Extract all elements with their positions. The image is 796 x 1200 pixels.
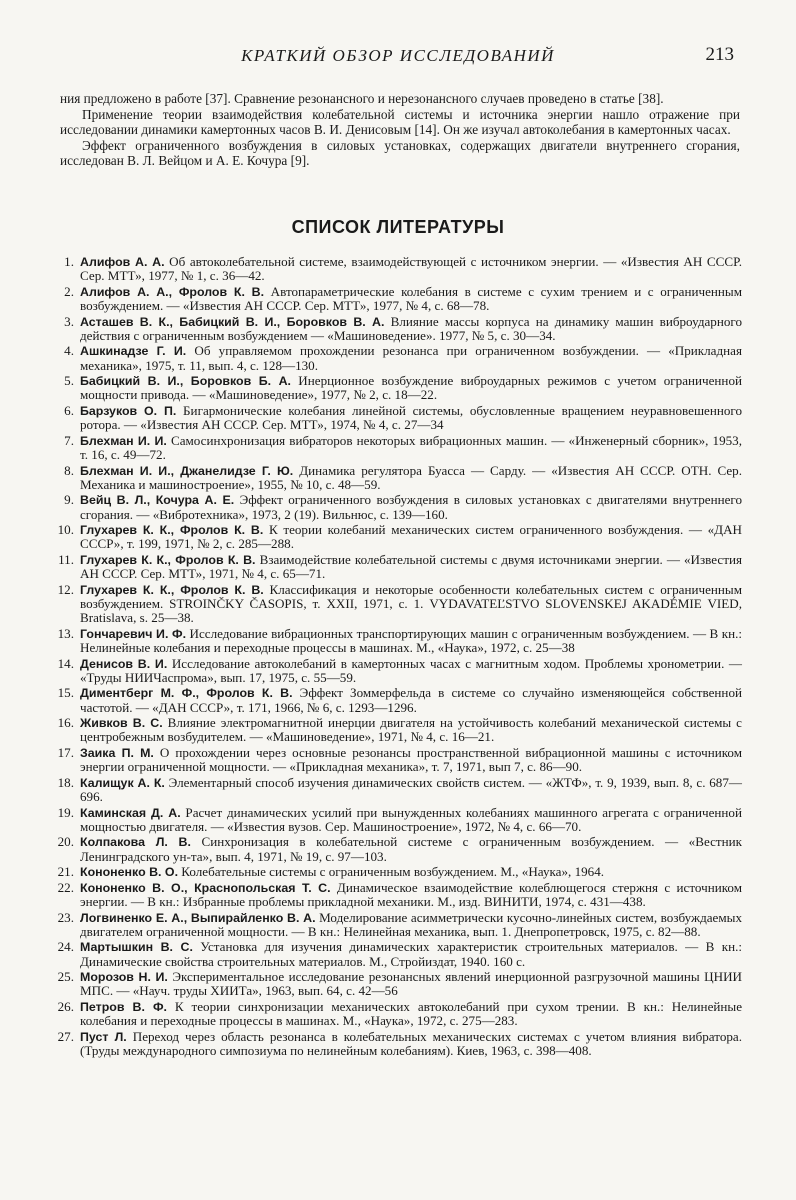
reference-number: 14. (57, 655, 74, 671)
reference-authors: Кононенко В. О. (80, 865, 179, 880)
reference-item (50, 865, 742, 879)
reference-authors: Кононенко В. О., Краснопольская Т. С. (80, 880, 331, 895)
reference-item (50, 716, 742, 744)
reference-text: К теории колебаний механических систем ограниченного возбуждения. — «ДАН СССР», т. 199, 1971, № 2, с. 285—288. (80, 522, 743, 552)
reference-number: 15. (57, 685, 74, 701)
reference-authors: Барзуков О. П. (80, 403, 177, 418)
reference-item (50, 583, 742, 626)
reference-item (50, 315, 742, 343)
reference-item (50, 657, 742, 685)
reference-number: 5. (64, 373, 74, 389)
reference-authors: Пуст Л. (80, 1029, 127, 1044)
reference-text: Об автоколебательной системе, взаимодействующей с источником энергии. — «Известия АН СССР. Сер. МТТ», 1977, № 1, с. 36—42. (80, 254, 743, 284)
reference-number: 25. (57, 969, 74, 985)
reference-list (50, 255, 742, 1060)
page-header (60, 46, 736, 70)
page-number: 213 (705, 44, 734, 65)
reference-number: 26. (57, 998, 74, 1014)
reference-number: 4. (64, 343, 74, 359)
reference-item (50, 464, 742, 492)
reference-number: 10. (57, 522, 74, 538)
reference-text: Расчет динамических усилий при вынужденных колебаниях машинного агрегата с ограниченной мощностью двигателя. — «Известия вузов. Сер. Машиностроение», 1972, № 4, с. 66—70. (80, 804, 742, 834)
reference-text: Элементарный способ изучения динамических свойств систем. — «ЖТФ», т. 9, 1939, вып. 8, с. 687—696. (80, 774, 742, 804)
reference-number: 3. (64, 313, 74, 329)
reference-authors: Морозов Н. И. (80, 970, 168, 985)
intro-paragraph: Эффект ограниченного возбуждения в силовых установках, содержащих двигатели внутреннего сгорания, исследован В. Л. Вейцом и А. Е. Кочура [9]. (60, 137, 740, 169)
reference-number: 11. (58, 551, 74, 567)
running-title: КРАТКИЙ ОБЗОР ИССЛЕДОВАНИЙ (241, 46, 555, 65)
reference-text: Автопараметрические колебания в системе с сухим трением и с ограниченным возбуждением. — «Известия АН СССР. Сер. МТТ», 1977, № 4, с. 68—78. (80, 283, 742, 313)
reference-item (50, 940, 742, 968)
reference-authors: Вейц В. Л., Кочура А. Е. (80, 493, 235, 508)
reference-text: К теории синхронизации механических автоколебаний при сухом трении. В кн.: Нелинейные колебания и переходные процессы в машинах. М., «Наука», 1972, с. 275—283. (80, 998, 742, 1029)
reference-text: Влияние электромагнитной инерции двигателя на устойчивость колебаний механической системы с центробежным возбудителем. — «Машиноведение», 1971, № 4, с. 16—21. (80, 715, 742, 745)
reference-text: Взаимодействие колебательной системы с двумя источниками энергии. — «Известия АН СССР. Сер. МТТ», 1971, № 4, с. 65—71. (80, 551, 742, 582)
reference-number: 13. (57, 625, 74, 641)
reference-authors: Диментберг М. Ф., Фролов К. В. (80, 686, 293, 701)
intro-paragraph: Применение теории взаимодействия колебательной системы и источника энергии нашло отражение при исследовании динамики камертонных часов В. И. Денисовым [14]. Он же изучал автоколебания в камертонных часах. (60, 106, 740, 138)
reference-authors: Блехман И. И. (80, 433, 167, 448)
reference-number: 17. (57, 744, 74, 760)
reference-item (50, 970, 742, 998)
reference-number: 9. (64, 492, 74, 508)
reference-authors: Глухарев К. К., Фролов К. В. (80, 552, 256, 567)
reference-text: Об управляемом прохождении резонанса при ограниченном возбуждении. — «Прикладная механика», 1975, т. 11, вып. 4, с. 128—130. (80, 343, 742, 373)
reference-item (50, 404, 742, 432)
reference-number: 6. (64, 402, 74, 418)
reference-number: 19. (57, 804, 74, 820)
reference-item (50, 835, 742, 863)
reference-item (50, 686, 742, 714)
reference-text: Инерционное возбуждение виброударных режимов с учетом ограниченной мощности привода. — «Машиноведение», 1977, № 2, с. 18—22. (80, 373, 742, 403)
reference-text: Динамическое взаимодействие колеблющегося стержня с источником энергии. — В кн.: Избранные проблемы прикладной механики. М., изд. ВИНИТИ, 1974, с. 431—438. (80, 879, 742, 909)
reference-authors: Бабицкий В. И., Боровков Б. А. (80, 374, 291, 389)
reference-authors: Каминская Д. А. (80, 805, 181, 820)
reference-text: Исследование вибрационных транспортирующих машин с ограниченным возбуждением. — В кн.: Нелинейные колебания и переходные процессы в машинах. М., «Наука», 1972, с. 25—38 (80, 625, 743, 655)
reference-authors: Ашкинадзе Г. И. (80, 344, 187, 359)
reference-authors: Заика П. М. (80, 745, 154, 760)
reference-number: 1. (64, 254, 74, 269)
reference-authors: Алифов А. А., Фролов К. В. (80, 284, 265, 299)
reference-number: 21. (57, 864, 74, 880)
reference-number: 7. (64, 432, 74, 448)
reference-authors: Глухарев К. К., Фролов К. В. (80, 523, 264, 538)
reference-authors: Глухарев К. К., Фролов К. В. (80, 582, 264, 597)
reference-item (50, 1030, 742, 1058)
reference-text: Самосинхронизация вибраторов некоторых вибрационных машин. — «Инженерный сборник», 1953, т. 16, с. 49—72. (80, 432, 742, 462)
reference-authors: Логвиненко Е. А., Выпирайленко В. А. (80, 910, 316, 925)
reference-number: 20. (57, 834, 74, 850)
reference-item (50, 627, 742, 655)
reference-authors: Денисов В. И. (80, 656, 168, 671)
reference-item (50, 806, 742, 834)
reference-text: Исследование автоколебаний в камертонных часах с магнитным ходом. Проблемы хронометрии. — «Труды НИИЧаспрома», вып. 17, 1975, с. 55—59. (80, 655, 743, 685)
intro-text (60, 91, 740, 169)
reference-authors: Мартышкин В. С. (80, 940, 193, 955)
reference-authors: Калищук А. К. (80, 775, 165, 790)
reference-authors: Колпакова Л. В. (80, 835, 191, 850)
reference-number: 18. (57, 774, 74, 790)
reference-number: 22. (57, 879, 74, 895)
reference-text: Динамика регулятора Буасса — Сарду. — «Известия АН СССР. ОТН. Сер. Механика и машиностроение», 1955, № 10, с. 48—59. (80, 462, 742, 492)
reference-text: Эффект Зоммерфельда в системе со случайно изменяющейся собственной частотой. — «ДАН СССР», т. 171, 1966, № 6, с. 1293—1296. (80, 685, 742, 715)
reference-text: Классификация и некоторые особенности колебательных систем с ограниченным возбуждением. STROINČKY ČASOPIS, т. XXII, 1971, с. 1. VYDAVATEĽSTVO SLOVENSKEJ AKADÉMIE VIED, Bratislava, s. 25—38. (80, 581, 743, 626)
reference-text: Переход через область резонанса в колебательных механических системах с учетом влияния вибратора. (Труды международного симпозиума по нелинейным колебаниям). Киев, 1963, с. 398—408. (80, 1028, 742, 1058)
intro-paragraph: ния предложено в работе [37]. Сравнение резонансного и нерезонансного случаев проведено в статье [38]. (60, 91, 664, 106)
reference-number: 27. (57, 1028, 74, 1044)
reference-text: Колебательные системы с ограниченным возбуждением. М., «Наука», 1964. (178, 864, 605, 880)
reference-text: Моделирование асимметрически кусочно-линейных систем, возбуждаемых двигателем ограниченной мощности. — В кн.: Нелинейная механика, вып. 1. Днепропетровск, 1975, с. 82—88. (80, 909, 742, 939)
reference-number: 24. (57, 939, 74, 955)
reference-authors: Асташев В. К., Бабицкий В. И., Боровков В. А. (80, 314, 385, 329)
reference-text: Установка для изучения динамических характеристик строительных материалов. — В кн.: Динамические свойства строительных материалов. М., Стройиздат, 1940. 160 с. (80, 939, 742, 969)
reference-text: Экспериментальное исследование резонансных явлений инерционной разгрузочной машины ЦНИИ МПС. — «Науч. труды ХИИТа», 1963, вып. 64, с. 42—56 (80, 969, 742, 999)
reference-text: Влияние массы корпуса на динамику машин виброударного действия с ограниченным возбуждением — «Машиноведение». 1977, № 5, с. 30—34. (80, 313, 742, 343)
reference-text: Синхронизация в колебательной системе с ограниченным возбуждением. — «Вестник Ленинградского ун-та», вып. 4, 1971, № 19, с. 97—103. (80, 834, 742, 864)
reference-text: Эффект ограниченного возбуждения в силовых установках с двигателями внутреннего сгорания. — «Вибротехника», 1973, 2 (19). Вильнюс, с. 139—160. (80, 492, 742, 522)
reference-number: 12. (57, 581, 74, 597)
reference-item (50, 285, 742, 313)
reference-number: 8. (64, 462, 74, 478)
reference-item (50, 255, 742, 283)
reference-item (50, 434, 742, 462)
reference-authors: Петров В. Ф. (80, 999, 167, 1014)
reference-item (50, 1000, 742, 1028)
section-title: СПИСОК ЛИТЕРАТУРЫ (291, 217, 505, 237)
reference-number: 23. (57, 909, 74, 925)
reference-text: Бигармонические колебания линейной системы, обусловленные вращением неуравновешенного ротора. — «Известия АН СССР. Сер. МТТ», 1974, № 4, с. 27—34 (80, 402, 743, 433)
reference-item (50, 374, 742, 402)
reference-item (50, 523, 742, 551)
reference-item (50, 911, 742, 939)
reference-text: О прохождении через основные резонансы пространственной вибрационной машины с источником энергии ограниченной мощности. — «Прикладная механика», т. 7, 1971, вып 7, с. 86—90. (80, 744, 742, 775)
reference-authors: Гончаревич И. Ф. (80, 626, 187, 641)
reference-item (50, 553, 742, 581)
reference-number: 16. (57, 715, 74, 731)
reference-item (50, 746, 742, 774)
reference-authors: Алифов А. А. (80, 255, 165, 269)
reference-authors: Блехман И. И., Джанелидзе Г. Ю. (80, 463, 294, 478)
reference-authors: Живков В. С. (80, 716, 163, 731)
reference-item (50, 776, 742, 804)
reference-item (50, 344, 742, 372)
reference-number: 2. (64, 283, 74, 299)
reference-item (50, 881, 742, 909)
reference-item (50, 493, 742, 521)
